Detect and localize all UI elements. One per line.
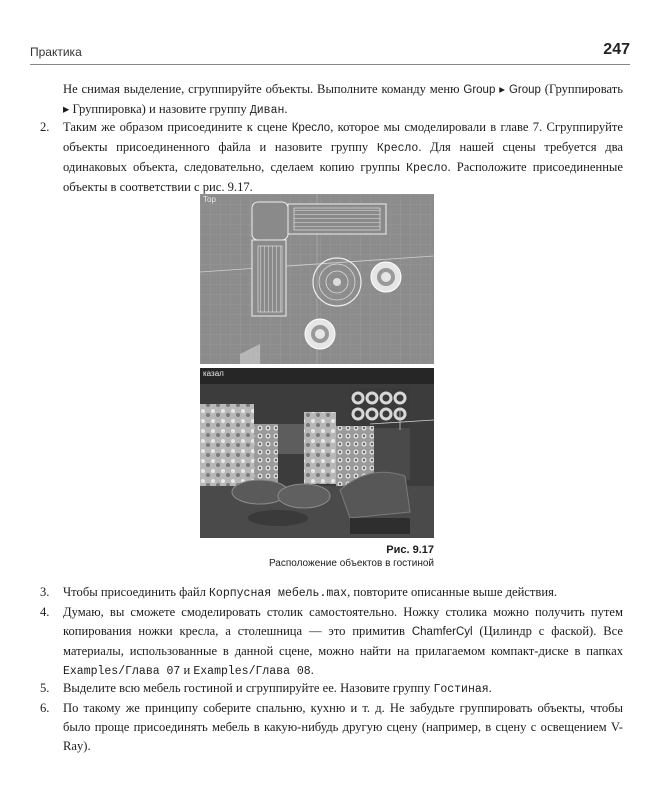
group-name: Диван xyxy=(249,104,285,117)
camera-viewport xyxy=(200,368,434,538)
item-text: По такому же принципу соберите спальню, кухню и т. д. Не забудьте группировать объекты, чтобы было проще присоединять мебель в какую-нибудь другую сцену (например, в сцену с освещением V-Ray). xyxy=(63,701,623,753)
item-text: Чтобы присоединить файл Корпусная мебель.max, повторите описанные выше действия. xyxy=(63,585,558,600)
top-viewport xyxy=(200,194,434,364)
intro-text-3: . xyxy=(284,102,288,116)
intro-text-2: (Группировать ▸ Группировка) и назовите группу xyxy=(63,82,623,116)
item-number: 4. xyxy=(40,605,50,619)
top-view-render xyxy=(200,194,434,364)
list-item-2 xyxy=(40,118,623,197)
section-title: Практика xyxy=(30,45,82,59)
list-item-3 xyxy=(40,583,623,603)
item-text: Выделите всю мебель гостиной и сгруппируйте ее. Назовите группу Гостиная. xyxy=(63,681,492,696)
figure-caption-title: Рис. 9.17 xyxy=(386,544,434,556)
item-number: 3. xyxy=(40,585,50,599)
item-number: 6. xyxy=(40,701,50,715)
intro-text-1: Не снимая выделение, сгруппируйте объекты. Выполните команду меню xyxy=(63,82,464,96)
item-number: 5. xyxy=(40,681,50,695)
list-item-5 xyxy=(40,679,623,699)
item-text: Думаю, вы сможете смоделировать столик самостоятельно. Ножку столика можно получить путем копирования ножки кресла, а столешница — это примитив ChamferCyl (Цилиндр с фаской). Все материалы, использованные в данной сцене, можно найти на прилагаемом компакт-диске в папках Examples/Глава 07 и Examples/Глава 08. xyxy=(63,605,623,678)
figure-caption-text: Расположение объектов в гостиной xyxy=(268,558,434,569)
item-text: Таким же образом присоедините к сцене Кресло, которое мы смоделировали в главе 7. Сгруппируйте объекты присоединенного файла и назовите группу Кресло. Для нашей сцены требуется два одинаковых объекта, следовательно, сделаем копию группы Кресло. Расположите присоединенные объекты в соответствии с рис. 9.17. xyxy=(63,120,623,194)
intro-paragraph xyxy=(63,80,623,120)
page-header xyxy=(30,41,630,63)
item-number: 2. xyxy=(40,120,50,134)
viewport-label-camera: казал xyxy=(203,369,224,378)
menu-command: Group ▸ Group xyxy=(463,84,541,96)
list-item-6 xyxy=(40,699,623,756)
list-item-4 xyxy=(40,603,623,681)
camera-view-render xyxy=(200,368,434,538)
page-number: 247 xyxy=(603,41,630,58)
viewport-label-top: Top xyxy=(203,195,216,204)
header-rule xyxy=(30,64,630,65)
